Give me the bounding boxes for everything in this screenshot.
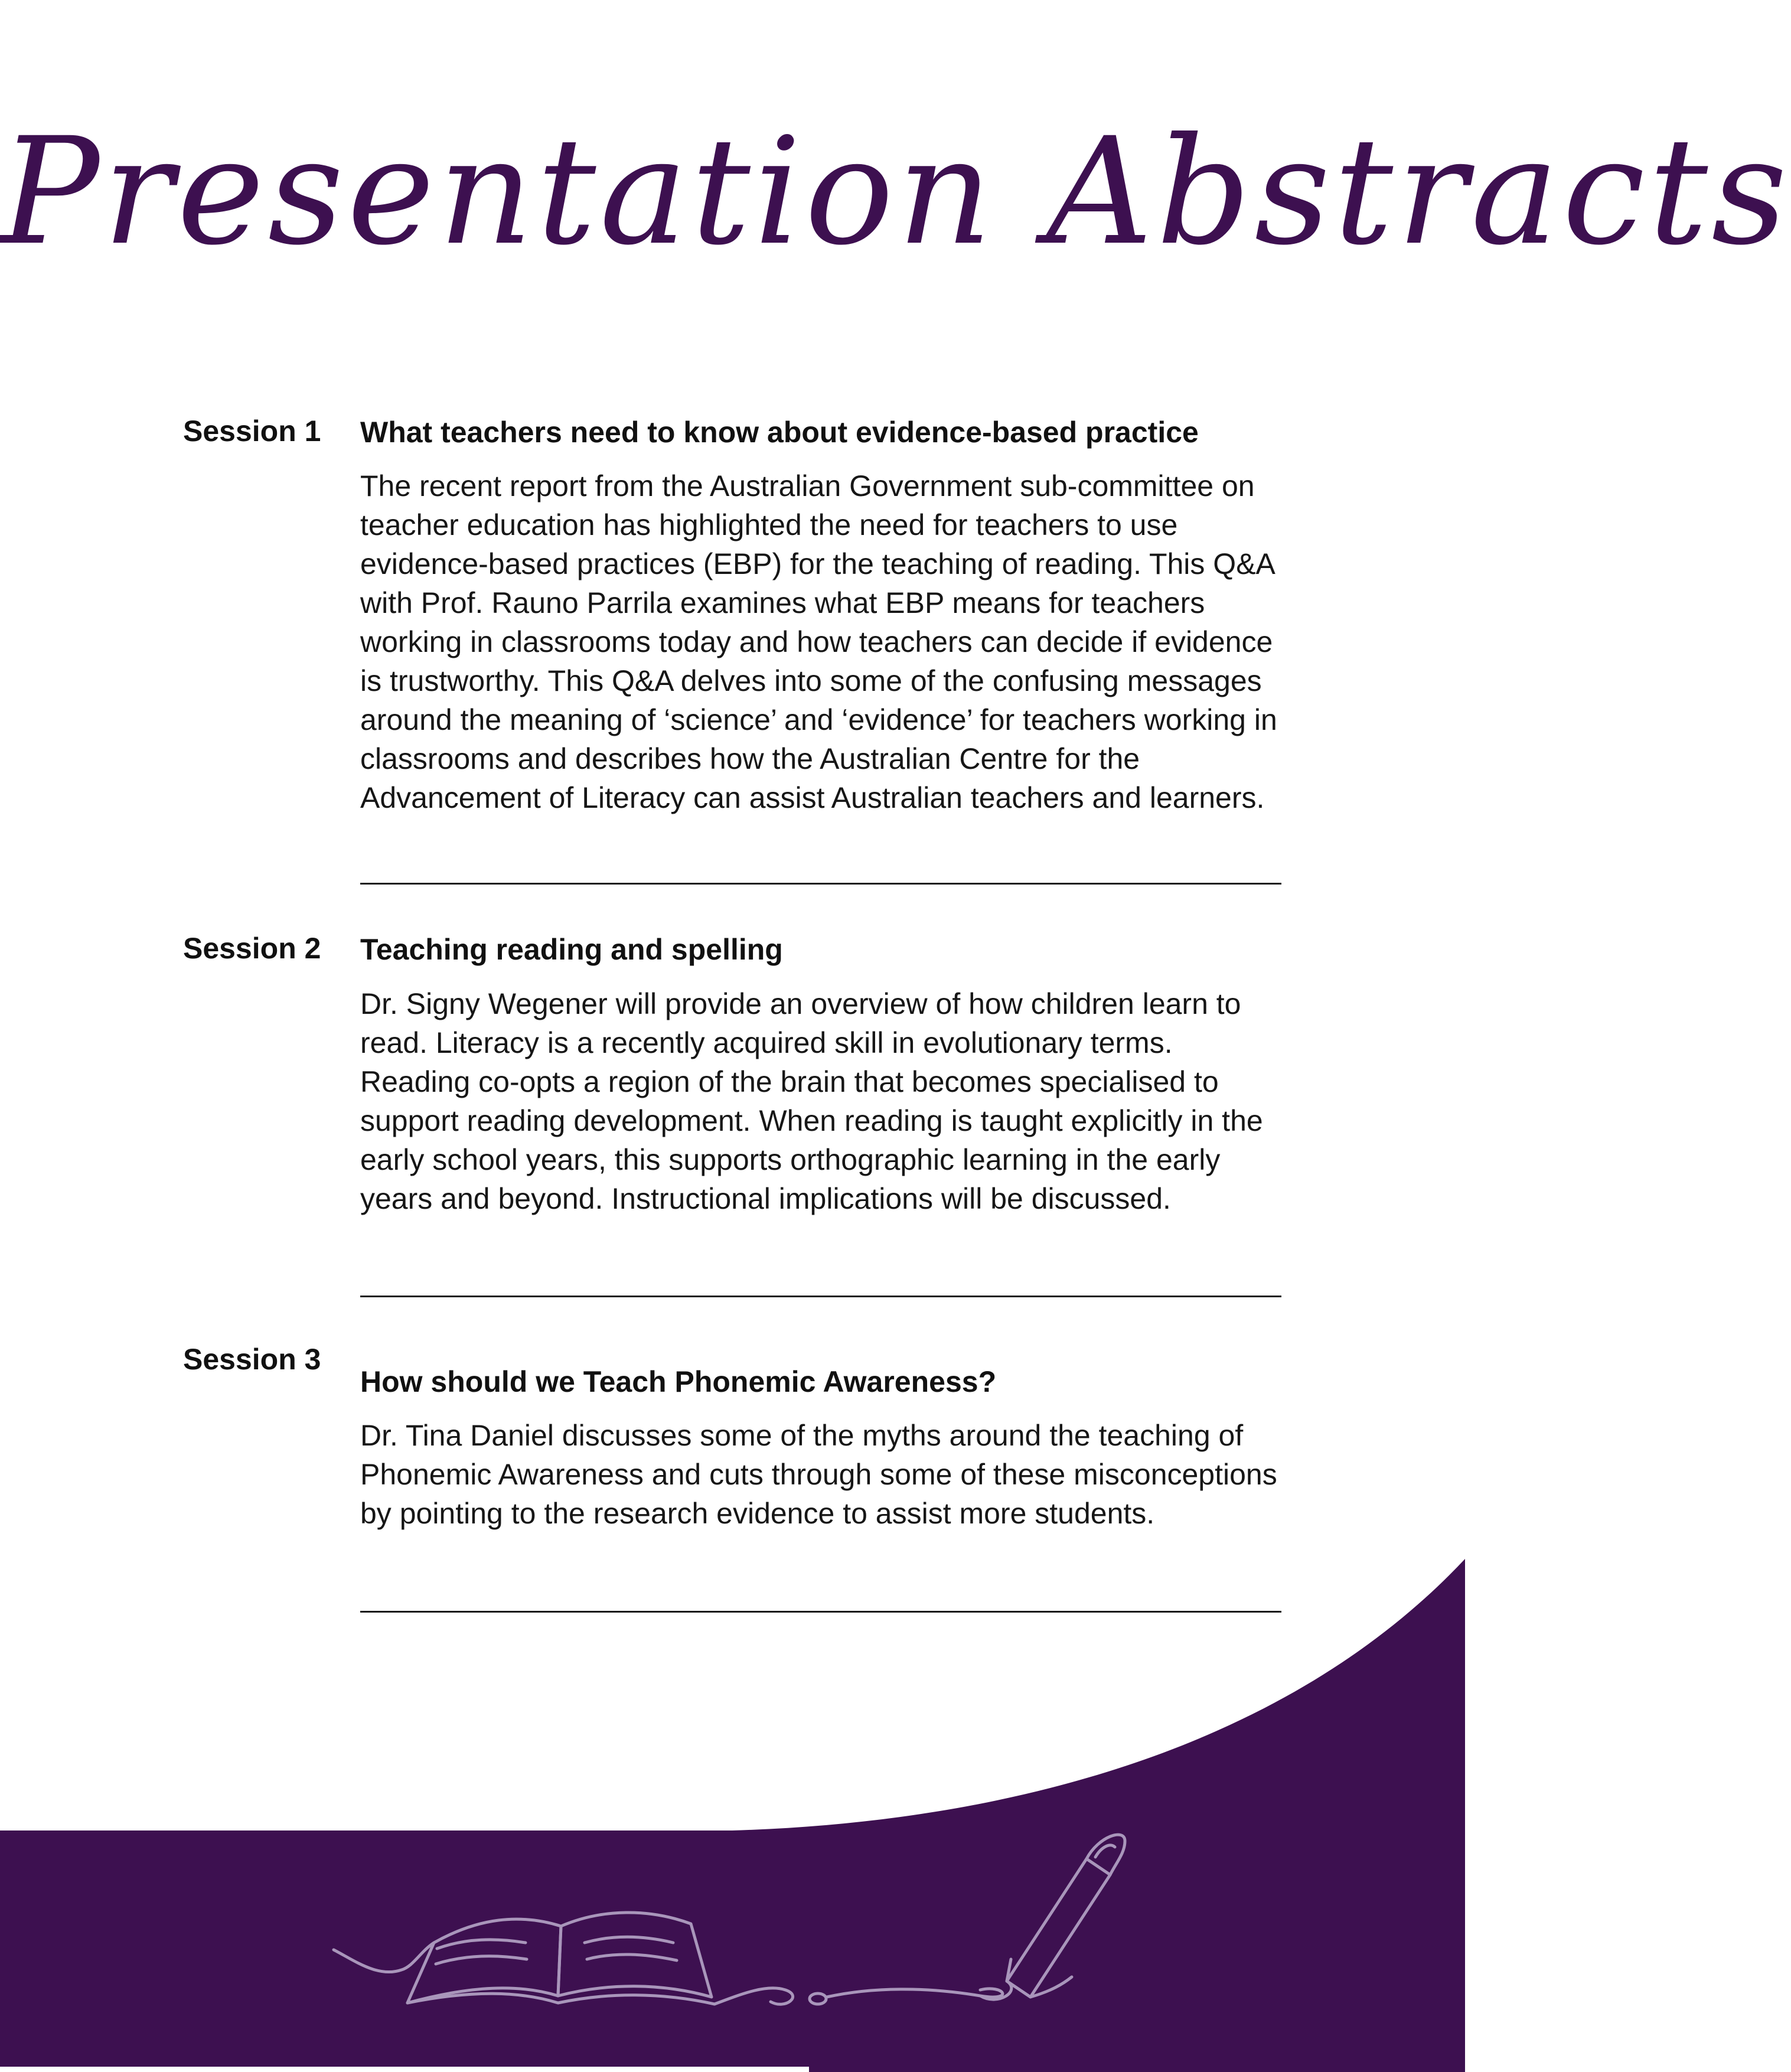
bottom-white-strip <box>0 2067 809 2072</box>
session-2-divider <box>360 1296 1281 1297</box>
session-1-label: Session 1 <box>183 415 321 448</box>
purple-wave <box>0 1559 1465 2072</box>
session-3-heading: How should we Teach Phonemic Awareness? <box>360 1365 997 1398</box>
session-1-divider <box>360 883 1281 885</box>
session-1-heading: What teachers need to know about evidence-based practice <box>360 416 1199 449</box>
session-3-body: Dr. Tina Daniel discusses some of the myths around the teaching of Phonemic Awareness and cuts through some of these misconceptions by pointing to the research evidence to assist more students. <box>360 1419 1277 1530</box>
session-3-label: Session 3 <box>183 1343 321 1376</box>
page-title: Presentation Abstracts <box>0 106 1791 278</box>
session-2-heading: Teaching reading and spelling <box>360 933 783 966</box>
session-3-divider <box>360 1611 1281 1613</box>
session-1-body: The recent report from the Australian Government sub-committee on teacher education has highlighted the need for teachers to use evidence-based practices (EBP) for the teaching of reading. This Q&A with Prof. Rauno Parrila examines what EBP means for teachers working in classrooms today and how teachers can decide if evidence is trustworthy. This Q&A delves into some of the confusing messages around the meaning of ‘science’ and ‘evidence’ for teachers working in classrooms and describes how the Australian Centre for the Advancement of Literacy can assist Australian teachers and learners. <box>360 469 1277 814</box>
session-2-body: Dr. Signy Wegener will provide an overview of how children learn to read. Literacy is a recently acquired skill in evolutionary terms. Reading co-opts a region of the brain that becomes specialised to support reading development. When reading is taught explicitly in the early school years, this supports orthographic learning in the early years and beyond. Instructional implications will be discussed. <box>360 987 1263 1215</box>
session-2-label: Session 2 <box>183 932 321 965</box>
